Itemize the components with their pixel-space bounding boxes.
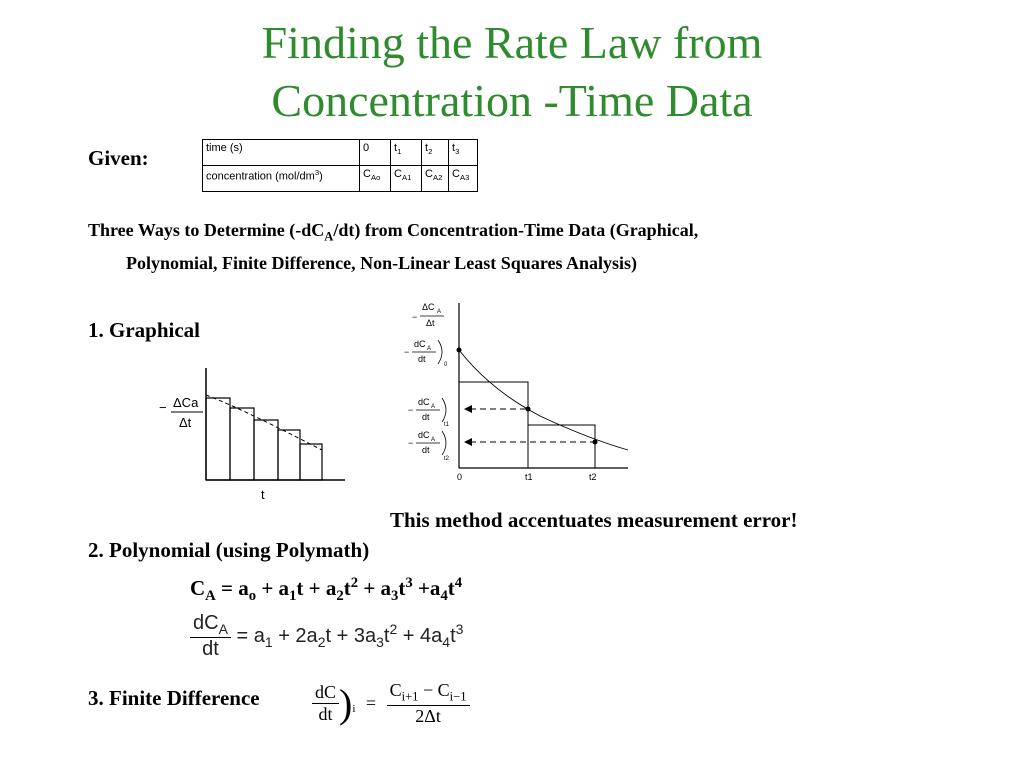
- x-axis-label: t: [261, 487, 265, 502]
- table-cell: concentration $(mol/dm^3)$: [203, 166, 360, 192]
- svg-text:A: A: [431, 404, 436, 410]
- svg-text:dC: dC: [418, 430, 430, 440]
- polynomial-label: 2. Polynomial (using Polymath): [88, 538, 370, 562]
- svg-text:dC: dC: [418, 397, 430, 407]
- svg-text:Δt: Δt: [426, 318, 435, 328]
- svg-text:dt: dt: [422, 445, 430, 455]
- svg-text:−: −: [412, 312, 418, 322]
- polynomial-equation: $C_A = a_o + a_1t + a_2t^2 + a_3t^3 +a_4t^4$: [190, 575, 463, 605]
- svg-text:t2: t2: [589, 472, 597, 482]
- concentration-curve: [459, 350, 628, 450]
- table-cell: $C_{Ao}$: [360, 166, 391, 192]
- page-title: [0, 14, 1024, 130]
- table-cell: 0: [360, 140, 391, 166]
- arrow-head: [464, 405, 472, 413]
- svg-text:A: A: [437, 309, 442, 315]
- data-point: [457, 348, 462, 353]
- svg-text:0: 0: [457, 472, 463, 482]
- svg-text:dC: dC: [414, 339, 426, 349]
- trend-line: [206, 395, 322, 450]
- table-cell: $t_3$: [449, 140, 478, 166]
- table-cell: $t_2$: [422, 140, 449, 166]
- given-label: Given:: [88, 146, 149, 170]
- svg-text:ΔC: ΔC: [422, 302, 435, 312]
- svg-text:dt: dt: [422, 412, 430, 422]
- svg-text:A: A: [431, 437, 436, 443]
- step-rect: [528, 425, 595, 468]
- svg-text:−: −: [408, 405, 414, 415]
- finite-difference-equation: $\frac{dC}{dt}$ )$_i$ = $\frac{C_{i+1} - C_{i-1}}{2\Delta t}$: [312, 680, 470, 727]
- step-rect: [459, 382, 528, 468]
- histogram-bars: [206, 398, 322, 480]
- svg-text:t2: t2: [444, 456, 450, 462]
- concentration-curve-figure: [400, 298, 635, 488]
- svg-text:t1: t1: [525, 472, 533, 482]
- table-cell: $C_{A2}$: [422, 166, 449, 192]
- graphical-note: This method accentuates measurement error!: [390, 508, 798, 532]
- derivative-equation: $\frac{dC_A}{dt}$ = $a_1 + 2a_2t + 3a_3t^2 + 4a_4t^3$: [190, 612, 463, 661]
- histogram-figure: [155, 368, 350, 503]
- arrow-head: [464, 438, 472, 446]
- bar: [254, 420, 278, 480]
- table-cell: $t_1$: [391, 140, 422, 166]
- table-row-time: [203, 140, 478, 166]
- bar: [300, 444, 322, 480]
- svg-text:−: −: [408, 438, 414, 448]
- table-cell: time (s): [203, 140, 360, 166]
- bar: [230, 408, 254, 480]
- given-table: [202, 139, 478, 192]
- svg-text:−: −: [404, 347, 410, 357]
- svg-text:0: 0: [444, 362, 448, 368]
- svg-text:A: A: [427, 346, 432, 352]
- bar: [206, 398, 230, 480]
- graphical-label: 1. Graphical: [88, 318, 201, 342]
- three-ways-text: Three Ways to Determine $(-dC_A/dt)$ from Concentration-Time Data (Graphical, Polynomial, Finite Difference, Non-Linear Least Squares Analysis): [88, 220, 699, 273]
- title-line-2: Concentration -Time Data: [271, 75, 753, 126]
- table-cell: $C_{A3}$: [449, 166, 478, 192]
- finite-difference-label: 3. Finite Difference: [88, 686, 260, 710]
- y-num-label: ΔCa: [173, 395, 199, 410]
- svg-text:dt: dt: [418, 354, 426, 364]
- svg-text:t1: t1: [444, 422, 450, 428]
- table-cell: $C_{A1}$: [391, 166, 422, 192]
- title-line-1: Finding the Rate Law from: [261, 17, 763, 68]
- table-row-concentration: [203, 166, 478, 192]
- figure-minus: −: [159, 400, 167, 415]
- y-den-label: Δt: [179, 415, 192, 430]
